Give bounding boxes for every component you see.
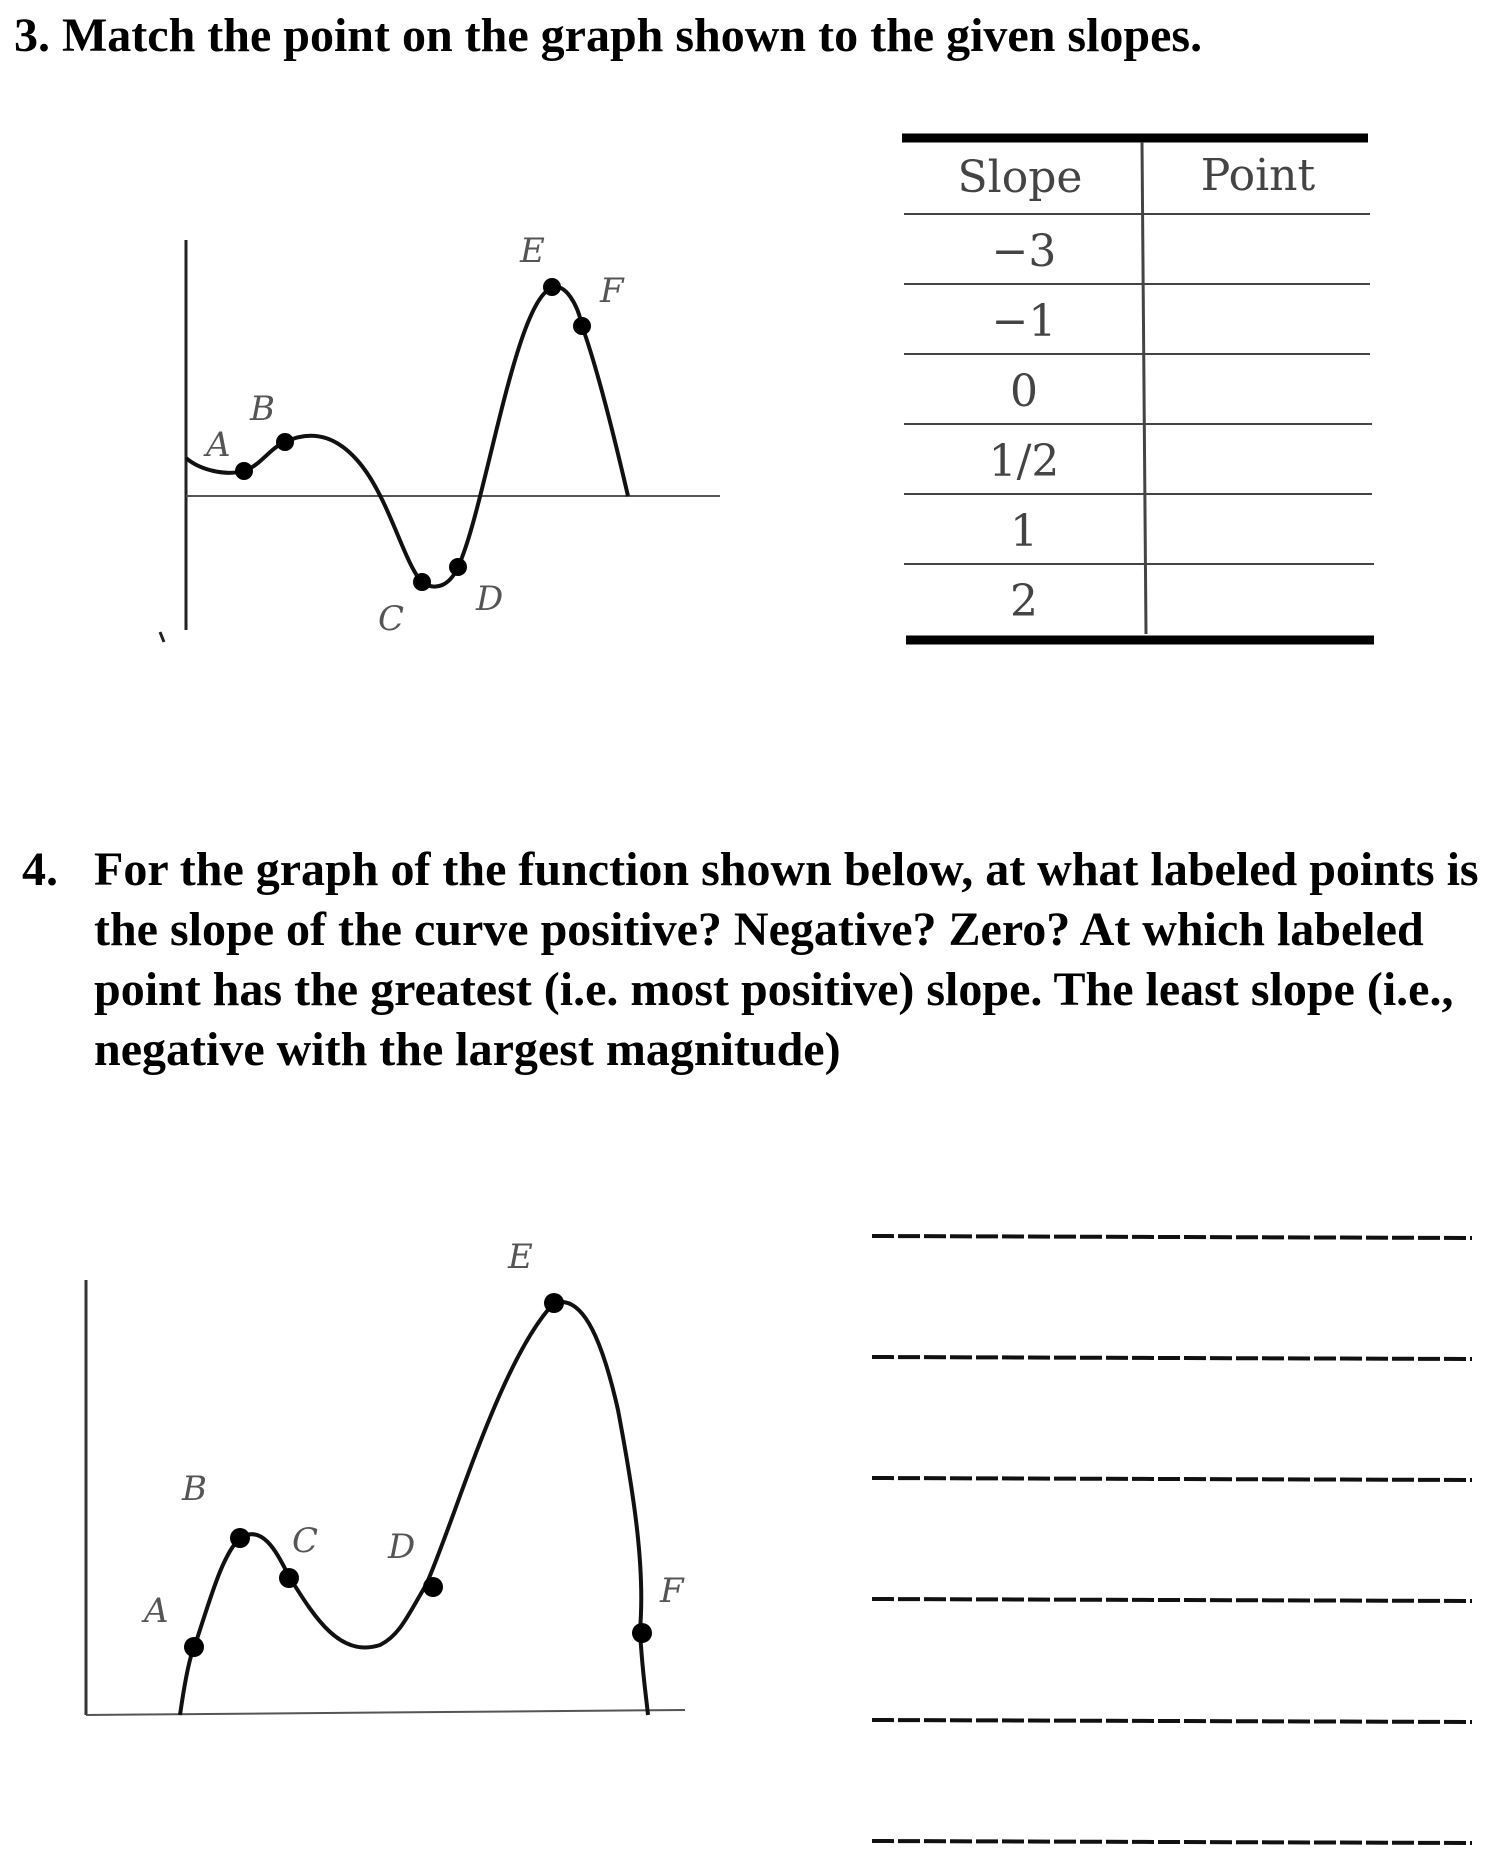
table-cell-slope: 1 <box>1010 506 1038 557</box>
q4-label-e: E <box>508 1240 533 1277</box>
q3-point-e <box>543 278 561 296</box>
q3-label-a: A <box>206 425 231 465</box>
answer-line <box>872 1599 1472 1601</box>
table-header-point: Point <box>1200 150 1316 201</box>
q3-label-f: F <box>600 271 624 311</box>
table-header-slope: Slope <box>957 152 1083 203</box>
table-cell-slope: 2 <box>1010 576 1038 627</box>
q4-point-d <box>423 1577 443 1597</box>
q3-point-d <box>449 558 467 576</box>
function-curve <box>180 1302 648 1715</box>
answer-line <box>872 1357 1472 1359</box>
table-column-divider <box>1142 142 1146 634</box>
function-curve <box>186 287 628 587</box>
question-3-title <box>14 6 1202 66</box>
table-cell-slope: 1/2 <box>988 436 1060 487</box>
answer-line <box>872 1478 1472 1480</box>
question-3-number: 3. <box>14 9 50 62</box>
q3-label-c: C <box>378 599 405 639</box>
q3-point-f <box>573 317 591 335</box>
y-axis-tail <box>160 632 164 642</box>
question-4-title <box>22 840 1492 1080</box>
x-axis <box>86 1710 685 1715</box>
q4-label-b: B <box>182 1469 207 1509</box>
answer-line <box>872 1841 1472 1843</box>
q4-label-a: A <box>144 1591 169 1631</box>
question-4-text: For the graph of the function shown below, at what labeled points is the slope of the curve positive? Negative? Zero? At which labeled point has the greatest (i.e. most positive) slope. The least slope (i.e., negative with the largest magnitude) <box>94 843 1479 1076</box>
question-3-graph <box>140 180 740 660</box>
question-4-graph <box>60 1240 700 1740</box>
question-3-text: Match the point on the graph shown to the given slopes. <box>62 9 1203 62</box>
q3-point-b <box>276 433 294 451</box>
slope-point-table <box>900 128 1380 658</box>
q4-point-e <box>544 1293 564 1313</box>
q4-label-d: D <box>388 1527 416 1567</box>
q3-label-d: D <box>476 579 504 619</box>
answer-line <box>872 1236 1472 1238</box>
q4-point-f <box>632 1623 652 1643</box>
question-4-number: 4. <box>22 843 58 896</box>
q4-label-c: C <box>292 1521 319 1561</box>
table-cell-slope: 0 <box>1010 366 1038 417</box>
answer-line <box>872 1720 1472 1722</box>
q3-point-c <box>413 573 431 591</box>
table-cell-slope: −3 <box>991 226 1057 277</box>
q3-label-e: E <box>520 231 545 271</box>
q4-point-a <box>184 1637 204 1657</box>
q3-label-b: B <box>250 389 275 429</box>
q4-point-b <box>230 1528 250 1548</box>
table-cell-slope: −1 <box>991 296 1057 347</box>
answer-lines <box>870 1200 1490 1850</box>
q4-label-f: F <box>660 1571 684 1611</box>
q3-point-a <box>235 462 253 480</box>
q4-point-c <box>279 1568 299 1588</box>
